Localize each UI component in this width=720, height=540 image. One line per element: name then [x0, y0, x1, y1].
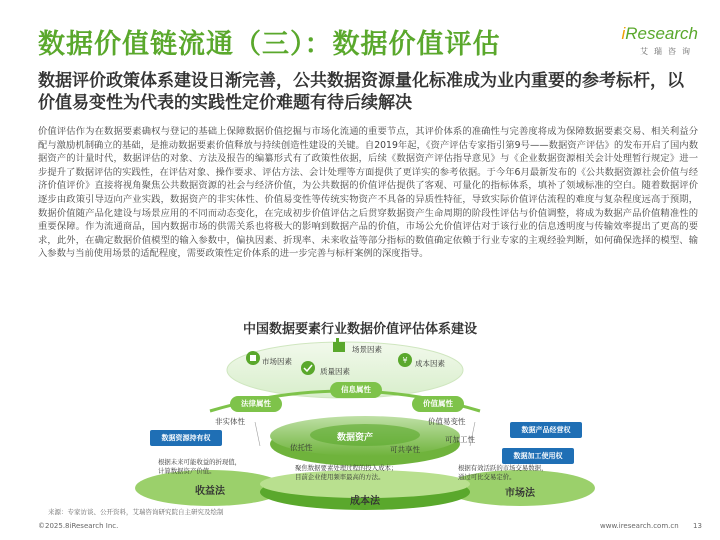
- logo-text: Research: [625, 24, 698, 43]
- trait-dependency: 依托性: [290, 443, 313, 452]
- trait-volatility: 价值易变性: [428, 417, 466, 426]
- logo-subtitle: 艾瑞咨询: [640, 47, 696, 56]
- trait-non-physical: 非实体性: [215, 417, 245, 426]
- svg-text:¥: ¥: [402, 356, 408, 365]
- diagram-title: 中国数据要素行业数据价值评估体系建设: [242, 322, 477, 337]
- market-factor-label: 市场因素: [262, 357, 292, 366]
- cost-factor-label: 成本因素: [415, 359, 445, 368]
- page-title: 数据价值链流通（三）：数据价值评估: [38, 29, 501, 60]
- product-operation-tag: 数据产品经营权: [510, 422, 582, 438]
- market-note: [458, 464, 547, 481]
- market-note-line: 根据有效活跃的市场交易数据，: [458, 464, 548, 472]
- diagram-graphics: [90, 336, 690, 512]
- cost-note-line: 目前企业使用频率最高的方法。: [295, 472, 385, 481]
- cost-note-line: 聚焦数据要素处理过程的投入成本；: [295, 464, 398, 472]
- market-factor-icon: [246, 351, 260, 365]
- quality-factor-label: 质量因素: [320, 367, 350, 376]
- law-attribute-pill: 法律属性: [230, 396, 282, 412]
- resource-holder-tag: 数据资源持有权: [150, 430, 222, 446]
- iresearch-logo: [588, 24, 698, 60]
- logo-wordmark: [621, 24, 698, 44]
- processing-use-tag: 数据加工使用权: [502, 448, 574, 464]
- trait-shareable: 可共享性: [390, 445, 420, 454]
- trait-processable: 可加工性: [445, 435, 475, 444]
- quality-factor-icon: [301, 361, 315, 375]
- cost-factor-icon: [398, 353, 412, 367]
- market-note-line: 通过可比交易定价。: [458, 472, 516, 481]
- website-link[interactable]: www.iresearch.com.cn: [600, 522, 679, 530]
- trait-connector: [255, 422, 260, 446]
- center-label: 数据资产: [337, 433, 374, 443]
- page-number: 13: [693, 522, 702, 530]
- info-attribute-pill: 信息属性: [330, 382, 382, 398]
- body-paragraph: 价值评估作为在数据要素确权与登记的基础上保障数据价值挖掘与市场化流通的重要节点，其评价体系的准确性与完善度将成为保障数据要素交易、相关利益分配与激励机制确立的基础，是推动数据要素价值释放与持续创造性建设的关键。自2019年起，《资产评估专家指引第9号——数据资产评估》的发布开启了国内数据资产的计量时代，数据评估的对象、方法及报告的编纂形式有了政策性依据，后续《数据资产评估指导意见》与《企业数据资源相关会计处理暂行规定》进一步提升了数据评估的实践性，在评估对象、操作要求、评估方法、会计处理等方面提供了更详实的参考依据。于今年6月最新发布的《公共数据资源社会价值与经济价值评价》直接将视角聚焦公共数据资源的社会与经济价值，为公共数据的价值评估提供了客观、可量化的指标体系，填补了领域标准的空白。随着数据评价逐步由政策引导迈向产业实践，数据资产的非实体性、价值易变性等传统实物资产不具备的异质性特征，导致实际价值评估流程的难度与复杂程度远高于预期，数据价值随产品化建设与场景应用的不同而动态变化，在完成初步价值评估之后贯穿数据资产生命周期的阶段性评估与价值调整，将成为数据产品价值精准性的重要保障。作为流通商品，国内数据市场的供需关系也将极大的影响到数据产品的价值，市场公允价值评估对于该行业的信息透明度与传输效率提出了更高的要求，此外，在确定数据价值模型的输入参数中，偏执因素、折现率、未来收益等部分指标的数值确定依赖于行业专家的主观经验判断，如何确保选择的模型、输入参数与当前使用场景的适配程度，需要政策性定价体系的进一步完善与标杆案例的深度指导。: [38, 126, 698, 260]
- market-method-label: 市场法: [505, 488, 535, 499]
- scenario-factor-label: 场景因素: [352, 345, 382, 354]
- cost-method-label: 成本法: [350, 496, 380, 507]
- income-method-label: 收益法: [195, 486, 225, 497]
- copyright: ©2025.8iResearch Inc.: [38, 522, 119, 530]
- page-subtitle: 数据评价政策体系建设日渐完善，公共数据资源量化标准成为业内重要的参考标杆，以价值易变性为代表的实践性定价难题有待后续解决: [38, 71, 684, 113]
- logo-prefix: i: [621, 24, 626, 43]
- value-attribute-pill: 价值属性: [412, 396, 464, 412]
- income-note-line: 计算数据资产价值。: [158, 466, 216, 475]
- income-note-line: 根据未来可能收益的折现值，: [158, 458, 242, 466]
- cost-note: [295, 464, 397, 481]
- income-note: [158, 458, 241, 475]
- scenario-factor-icon: [333, 338, 345, 352]
- valuation-diagram: [90, 336, 690, 512]
- source-note: 来源：专家访谈、公开资料，艾瑞咨询研究院自主研究及绘制: [48, 508, 224, 516]
